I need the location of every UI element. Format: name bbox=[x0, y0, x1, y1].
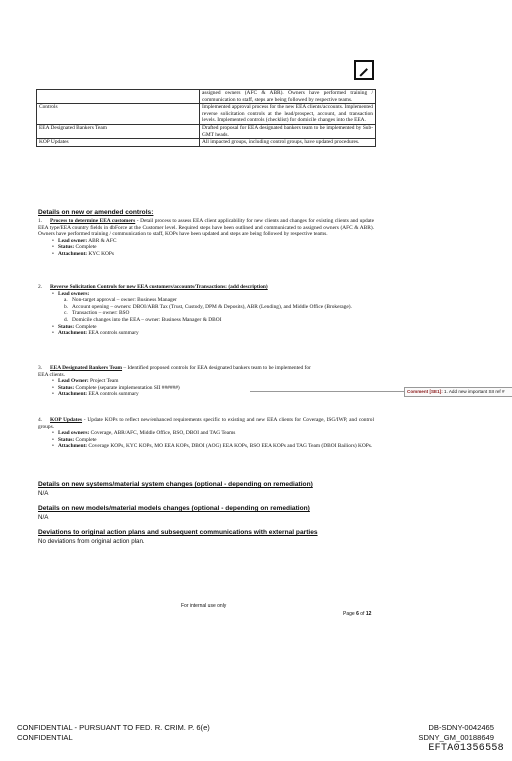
page-prefix: Page bbox=[343, 611, 357, 617]
table-row bbox=[37, 104, 376, 125]
sub-letter: b. bbox=[64, 303, 69, 310]
table-cell-label: Controls bbox=[37, 104, 200, 125]
bullet-label: Status: bbox=[58, 436, 75, 443]
deutsche-bank-logo-icon bbox=[354, 60, 374, 80]
list-item bbox=[38, 238, 374, 245]
bullet-value: Coverage KOPs, KYC KOPs, MO EEA KOPs, DBOI (AOG) EEA KOPs, BSO EEA KOPs and TAG Team (DBOI Bailiors) KOPs. bbox=[87, 443, 373, 450]
comment-balloon[interactable] bbox=[404, 387, 512, 397]
sub-text: Account opening – owners: DBOI/ABR Tax (Trust, Custody, DPM & Deposits), ABR (Lending), and Middle Office (Brokerage). bbox=[72, 303, 352, 310]
bullet-value: Complete bbox=[74, 436, 97, 443]
bullet-label: Lead owners: bbox=[58, 290, 90, 297]
bullet-label: Attachment: bbox=[58, 330, 88, 337]
page-of: of bbox=[358, 611, 366, 617]
item-title: EEA Designated Bankers Team bbox=[50, 365, 123, 371]
deviations-value: No deviations from original action plan. bbox=[38, 538, 145, 545]
sub-text: Transaction – owner: BSO bbox=[72, 310, 130, 317]
list-item bbox=[38, 304, 374, 311]
bullet-value: ABR & AFC bbox=[87, 237, 117, 244]
table-cell-label: KOP Updates bbox=[37, 139, 200, 147]
control-item-4 bbox=[38, 417, 374, 450]
systems-value: N/A bbox=[38, 490, 49, 497]
bullet-label: Lead owners: bbox=[58, 430, 90, 437]
efta-number: EFTA01356558 bbox=[428, 743, 504, 754]
control-item-2 bbox=[38, 284, 374, 337]
sub-letter: c. bbox=[64, 310, 68, 317]
bullet-value: Complete (separate implementation SII ######) bbox=[74, 384, 180, 391]
list-item bbox=[38, 310, 374, 317]
item-number: 3. bbox=[38, 365, 43, 371]
item-number: 4. bbox=[38, 417, 43, 423]
table-cell-label: EEA Designated Bankers Team bbox=[37, 124, 200, 138]
item-number: 1. bbox=[38, 218, 43, 224]
systems-heading: Details on new systems/material system changes (optional - depending on remediation) bbox=[38, 481, 313, 488]
bullet-value: Project Team bbox=[88, 378, 119, 385]
bullet-label: Lead Owner: bbox=[58, 378, 89, 385]
controls-heading: Details on new or amended controls: bbox=[38, 209, 154, 216]
bates-number-1: DB-SDNY-0042465 bbox=[428, 723, 494, 732]
bullet-value: EEA controls summary bbox=[87, 330, 139, 337]
control-item-1 bbox=[38, 218, 374, 258]
list-item bbox=[38, 430, 374, 437]
item-text: – Identified proposed controls for EEA designated bankers team to be implemented for EEA clients. bbox=[38, 365, 311, 378]
table-cell-label bbox=[37, 90, 200, 104]
list-item bbox=[38, 443, 374, 450]
list-item bbox=[38, 251, 374, 258]
list-item bbox=[38, 330, 374, 337]
table-cell-text: Implemented approval process for the new EEA clients/accounts. Implemented reverse solicitation controls at the lead/prospect, account, and transaction levels. Implemented controls (checklist) for domicile changes into the EEA. bbox=[200, 104, 376, 125]
bullet-label: Status: bbox=[58, 384, 75, 391]
page-number bbox=[343, 611, 371, 617]
page-current: 6 bbox=[356, 611, 359, 617]
item-title: Reverse Solicitation Controls for new EEA customers/accounts/Transactions: (add description) bbox=[50, 284, 268, 290]
bullet-value: EEA controls summary bbox=[87, 391, 139, 398]
comment-label: Comment [SE1]: bbox=[407, 389, 443, 394]
bullet-value: Complete bbox=[74, 323, 97, 330]
bullet-label: Status: bbox=[58, 244, 75, 251]
sub-letter: d. bbox=[64, 316, 69, 323]
bates-numbers bbox=[418, 723, 494, 743]
table-row bbox=[37, 90, 376, 104]
list-item bbox=[38, 297, 374, 304]
deviations-heading: Deviations to original action plans and subsequent communications with external parties bbox=[38, 529, 318, 536]
bullet-value: Coverage, ABR/AFC, Middle Office, BSO, DBOI and TAG Teams bbox=[89, 430, 236, 437]
item-text: - Update KOPs to reflect new/enhanced requirements specific to existing and new EEA clients for Coverage, ISG/IWP, and control groups. bbox=[38, 417, 374, 430]
sub-letter: a. bbox=[64, 297, 68, 304]
table-cell-text: All impacted groups, including control groups, have updated procedures. bbox=[200, 139, 376, 147]
comment-text: 1. Add new important SII ref # bbox=[442, 389, 505, 394]
internal-use-label: For internal use only bbox=[181, 603, 227, 609]
table-cell-text: assigned owners (AFC & ABR). Owners have performed training / communication to staff, steps are being followed by respective teams. bbox=[200, 90, 376, 104]
bullet-label: Status: bbox=[58, 323, 75, 330]
item-title: Process to determine EEA customers bbox=[50, 218, 136, 224]
comment-connector bbox=[250, 391, 404, 392]
bullet-label: Lead owner: bbox=[58, 237, 88, 244]
table-row bbox=[37, 139, 376, 147]
status-table bbox=[36, 89, 376, 147]
bullet-label: Attachment: bbox=[58, 443, 88, 450]
list-item bbox=[38, 378, 374, 385]
page-total: 12 bbox=[365, 611, 372, 617]
list-item bbox=[38, 291, 374, 298]
bates-number-2: SDNY_GM_00188649 bbox=[418, 733, 494, 742]
list-item bbox=[38, 391, 374, 398]
list-item bbox=[38, 244, 374, 251]
list-item bbox=[38, 317, 374, 324]
confidential-line-1: CONFIDENTIAL - PURSUANT TO FED. R. CRIM. P. 6(e) bbox=[17, 723, 210, 732]
list-item bbox=[38, 324, 374, 331]
confidential-notice bbox=[17, 723, 210, 743]
table-row bbox=[37, 124, 376, 138]
table-cell-text: Drafted proposal for EEA designated bankers team to be implemented by Sub-GMT heads. bbox=[200, 124, 376, 138]
control-item-3 bbox=[38, 365, 374, 398]
bullet-value: KYC KOPs bbox=[87, 250, 115, 257]
confidential-line-2: CONFIDENTIAL bbox=[17, 733, 73, 742]
item-text: - Detail process to assess EEA client applicability for new clients and changes for existing clients and update EEA type/EEA country fields in dbForce at the Customer level. Required steps have been outlined and communicated to assigned owners (AFC & ABR). Owners have performed training / communication to staff, KOPs have been updated and steps are being followed by respective teams. bbox=[38, 218, 374, 238]
models-value: N/A bbox=[38, 514, 49, 521]
sub-text: Domicile changes into the EEA – owner: Business Manager & DBOI bbox=[72, 316, 222, 323]
item-title: KOP Updates bbox=[50, 417, 83, 423]
models-heading: Details on new models/material models changes (optional - depending on remediation) bbox=[38, 505, 310, 512]
bullet-label: Attachment: bbox=[58, 391, 88, 398]
bullet-value: Complete bbox=[74, 244, 97, 251]
item-number: 2. bbox=[38, 284, 43, 290]
bullet-label: Attachment: bbox=[58, 250, 88, 257]
sub-text: Non-target approval – owner: Business Manager bbox=[72, 297, 177, 304]
